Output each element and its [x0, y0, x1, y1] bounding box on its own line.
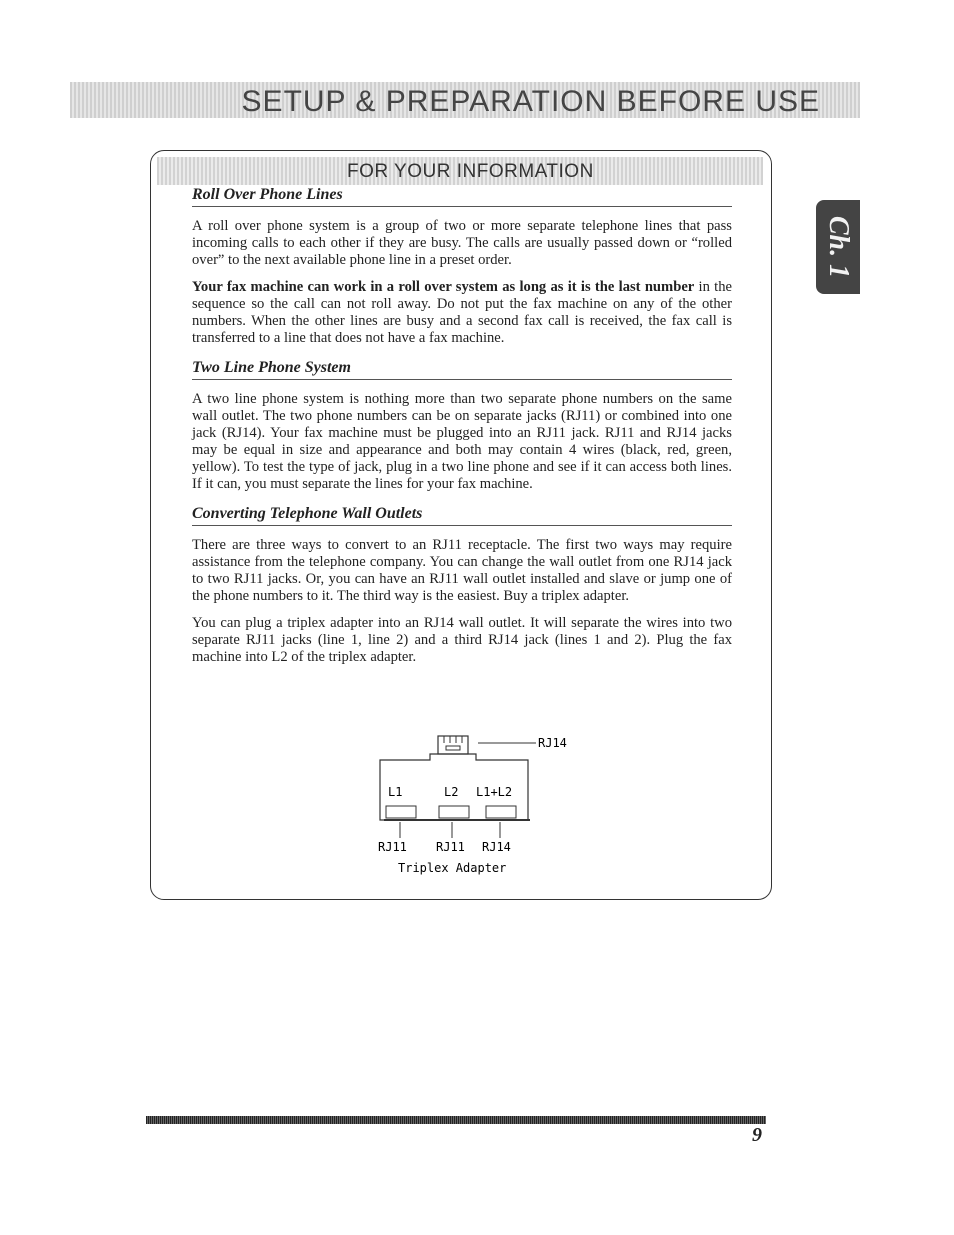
footer-bar: [146, 1116, 766, 1124]
paragraph-text: in the sequence so the call can not roll away. Do not put the fax machine on any of the other numbers. When the other lines are busy and a second fax call is received, the fax call is transferred to a line that does not have a fax machine.: [192, 279, 732, 346]
diagram-label-port: L2: [444, 785, 459, 799]
paragraph: There are three ways to convert to an RJ11 receptacle. The first two ways may require assistance from the telephone company. You can change the wall outlet from one RJ14 jack to two RJ11 jacks. Or, you can have an RJ11 wall outlet installed and slave or jump one of the phone numbers to it. The third way is the easiest. Buy a triplex adapter.: [192, 537, 732, 604]
paragraph: You can plug a triplex adapter into an RJ14 wall outlet. It will separate the wires into two separate RJ11 jacks (line 1, line 2) and a third RJ14 jack (lines 1 and 2). Plug the fax machine into L2 of the triplex adapter.: [192, 615, 732, 665]
section-title: Two Line Phone System: [192, 359, 732, 380]
chapter-tab-label: Ch. 1: [823, 215, 854, 279]
diagram-caption: Triplex Adapter: [398, 861, 507, 875]
paragraph: [192, 279, 732, 347]
diagram-label-jack: RJ11: [436, 840, 465, 854]
header-band: [70, 82, 860, 118]
triplex-adapter-diagram: [370, 730, 590, 880]
diagram-label-jack: RJ14: [482, 840, 511, 854]
paragraph: A roll over phone system is a group of two or more separate telephone lines that pass incoming calls to each other if they are busy. The calls are usually passed down or “rolled over” to the next available phone line in a preset order.: [192, 218, 732, 268]
info-box-banner: [157, 157, 763, 185]
diagram-label-jack: RJ11: [378, 840, 407, 854]
info-box-title: FOR YOUR INFORMATION: [347, 161, 594, 182]
diagram-label-port: L1: [388, 785, 403, 799]
page-header-title: SETUP & PREPARATION BEFORE USE: [241, 85, 820, 118]
section-roll-over: [192, 186, 732, 347]
section-two-line: [192, 359, 732, 493]
section-title: Converting Telephone Wall Outlets: [192, 505, 732, 526]
diagram-label-plug: RJ14: [538, 736, 567, 750]
paragraph: A two line phone system is nothing more than two separate phone numbers on the same wall outlet. The two phone numbers can be on separate jacks (RJ11) or combined into one jack (RJ14). Your fax machine must be plugged into an RJ11 jack. RJ11 and RJ14 jacks may be equal in size and appearance and both may contain 4 wires (black, red, green, yellow). To test the type of jack, plug in a two line phone and see if it can access both lines. If it can, you must separate the lines for your fax machine.: [192, 391, 732, 492]
section-converting: [192, 505, 732, 666]
bold-lead-text: Your fax machine can work in a roll over system as long as it is the last number: [192, 279, 695, 295]
section-title: Roll Over Phone Lines: [192, 186, 732, 207]
diagram-label-port: L1+L2: [476, 785, 513, 799]
triplex-adapter-drawing: [370, 730, 590, 880]
page-number: 9: [752, 1124, 762, 1146]
info-box-content: [192, 186, 732, 678]
chapter-tab: [816, 200, 860, 294]
